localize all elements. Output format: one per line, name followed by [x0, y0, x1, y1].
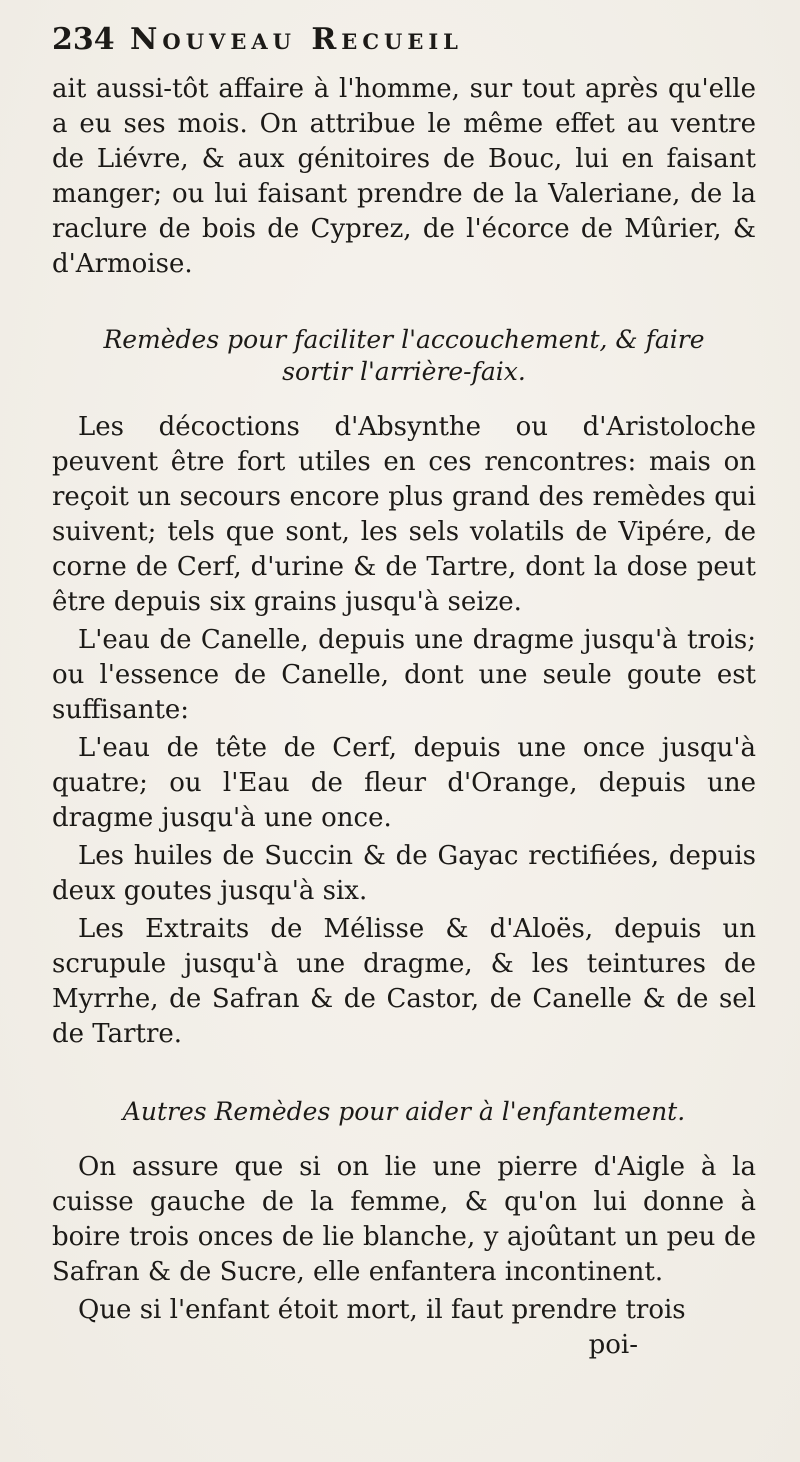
- page-number: 234: [52, 22, 115, 57]
- catchword: poi-: [588, 1330, 638, 1360]
- paragraph: L'eau de tête de Cerf, depuis une once jusqu'à quatre; ou l'Eau de fleur d'Orange, depuis une dragme jusqu'à une once.: [52, 733, 756, 833]
- paragraph: Que si l'enfant étoit mort, il faut prendre trois: [78, 1295, 686, 1325]
- page-header: [52, 22, 756, 72]
- paragraph: On assure que si on lie une pierre d'Aigle à la cuisse gauche de la femme, & qu'on lui donne à boire trois onces de lie blanche, y ajoûtant un peu de Safran & de Sucre, elle enfantera incontinent.: [52, 1152, 756, 1287]
- paragraph: Les huiles de Succin & de Gayac rectifiées, depuis deux goutes jusqu'à six.: [52, 841, 756, 906]
- continuation-paragraph: ait aussi-tôt affaire à l'homme, sur tout après qu'elle a eu ses mois. On attribue le même effet au ventre de Liévre, & aux génitoires de Bouc, lui en faisant manger; ou lui faisant prendre de la Valeriane, de la raclure de bois de Cyprez, de l'écorce de Mûrier, & d'Armoise.: [52, 74, 756, 279]
- running-head: Nouveau Recueil: [130, 22, 463, 57]
- section-heading-childbirth-remedies: Remèdes pour faciliter l'accouchement, & faire sortir l'arrière-faix.: [103, 325, 705, 386]
- section-body-childbirth-remedies: [52, 410, 756, 1052]
- paragraph: Les décoctions d'Absynthe ou d'Aristoloche peuvent être fort utiles en ces rencontres: mais on reçoit un secours encore plus grand des remèdes qui suivent; tels que sont, les sels volatils de Vipére, de corne de Cerf, d'urine & de Tartre, dont la dose peut être depuis six grains jusqu'à seize.: [52, 412, 756, 617]
- paragraph: Les Extraits de Mélisse & d'Aloës, depuis un scrupule jusqu'à une dragme, & les teintures de Myrrhe, de Safran & de Castor, de Canelle & de sel de Tartre.: [52, 914, 756, 1049]
- section-body-other-remedies: [52, 1150, 756, 1328]
- paragraph: L'eau de Canelle, depuis une dragme jusqu'à trois; ou l'essence de Canelle, dont une seule goute est suffisante:: [52, 625, 756, 725]
- section-heading-other-remedies: Autres Remèdes pour aider à l'enfantement.: [122, 1097, 686, 1126]
